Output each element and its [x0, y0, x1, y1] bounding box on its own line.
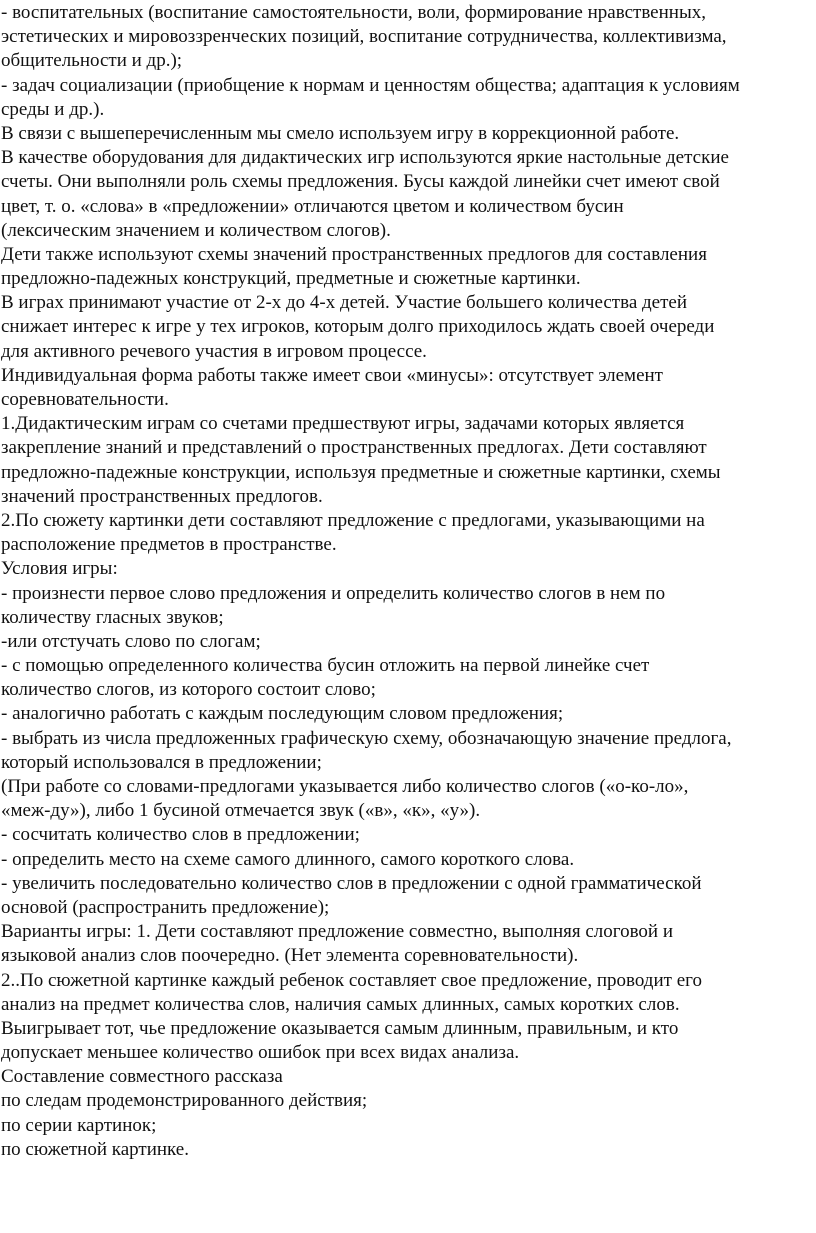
text-line: - произнести первое слово предложения и определить количество слогов в нем по: [1, 582, 666, 604]
text-line: по серии картинок;: [1, 1114, 157, 1136]
text-line: количество слогов, из которого состоит слово;: [1, 679, 376, 701]
text-line: снижает интерес к игре у тех игроков, которым долго приходилось ждать своей очереди: [1, 316, 715, 338]
text-line: - воспитательных (воспитание самостоятельности, воли, формирование нравственных,: [1, 2, 706, 23]
text-line: Индивидуальная форма работы также имеет свои «минусы»: отсутствует элемент: [1, 364, 663, 386]
text-line: закрепление знаний и представлений о пространственных предлогах. Дети составляют: [1, 437, 707, 459]
text-line: [1, 1162, 816, 1186]
text-line: «меж-ду»), либо 1 бусиной отмечается звук («в», «к», «у»).: [1, 800, 481, 822]
text-line: 1.Дидактическим играм со счетами предшествуют игры, задачами которых является: [1, 413, 685, 435]
text-line: - с помощью определенного количества бусин отложить на первой линейке счет: [1, 655, 650, 677]
text-line: счеты. Они выполняли роль схемы предложения. Бусы каждой линейки счет имеют свой: [1, 171, 720, 193]
text-line: анализ на предмет количества слов, наличия самых длинных, самых коротких слов.: [1, 993, 680, 1015]
text-line: для активного речевого участия в игровом процессе.: [1, 340, 427, 362]
text-line: эстетических и мировоззренческих позиций, воспитание сотрудничества, коллективизма,: [1, 26, 727, 48]
text-line: по сюжетной картинке.: [1, 1138, 189, 1160]
text-line: языковой анализ слов поочередно. (Нет элемента соревновательности).: [1, 945, 579, 967]
text-line: - увеличить последовательно количество слов в предложении с одной грамматической: [1, 872, 702, 894]
text-line: Дети также используют схемы значений пространственных предлогов для составления: [1, 243, 707, 265]
text-line: - сосчитать количество слов в предложении;: [1, 824, 360, 846]
text-line: - определить место на схеме самого длинного, самого короткого слова.: [1, 848, 575, 870]
text-line: В связи с вышеперечисленным мы смело используем игру в коррекционной работе.: [1, 122, 680, 144]
text-line: 2..По сюжетной картинке каждый ребенок составляет свое предложение, проводит его: [1, 969, 702, 991]
text-line: соревновательности.: [1, 389, 169, 410]
text-line: который использовался в предложении;: [1, 751, 322, 773]
text-line: цвет, т. о. «слова» в «предложении» отличаются цветом и количеством бусин: [1, 195, 624, 217]
text-line: предложно-падежных конструкций, предметные и сюжетные картинки.: [1, 268, 581, 290]
text-line: допускает меньшее количество ошибок при всех видах анализа.: [1, 1042, 520, 1064]
text-line: общительности и др.);: [1, 50, 183, 72]
text-line: 2.По сюжету картинки дети составляют предложение с предлогами, указывающими на: [1, 509, 705, 531]
text-line: предложно-падежные конструкции, используя предметные и сюжетные картинки, схемы: [1, 461, 721, 483]
text-line: количеству гласных звуков;: [1, 606, 224, 628]
text-line: среды и др.).: [1, 98, 105, 120]
text-line: - выбрать из числа предложенных графическую схему, обозначающую значение предлога,: [1, 727, 732, 749]
text-line: Составление совместного рассказа: [1, 1066, 283, 1088]
text-line: -или отстучать слово по слогам;: [1, 630, 261, 652]
text-line: В качестве оборудования для дидактических игр используются яркие настольные детские: [1, 147, 729, 169]
text-line: основой (распространить предложение);: [1, 896, 330, 918]
text-line: по следам продемонстрированного действия;: [1, 1090, 368, 1112]
text-line: Варианты игры: 1. Дети составляют предложение совместно, выполняя слоговой и: [1, 921, 674, 943]
document-body: [1, 1, 816, 1186]
text-line: - задач социализации (приобщение к нормам и ценностям общества; адаптация к условиям: [1, 74, 740, 96]
text-line: В играх принимают участие от 2-х до 4-х детей. Участие большего количества детей: [1, 292, 688, 314]
text-line: - аналогично работать с каждым последующим словом предложения;: [1, 703, 564, 725]
text-line: значений пространственных предлогов.: [1, 485, 323, 507]
text-line: Выигрывает тот, чье предложение оказывается самым длинным, правильным, и кто: [1, 1017, 679, 1039]
text-line: (При работе со словами-предлогами указывается либо количество слогов («о-ко-ло»,: [1, 776, 689, 797]
text-line: Условия игры:: [1, 558, 118, 580]
text-line: расположение предметов в пространстве.: [1, 534, 337, 556]
text-line: (лексическим значением и количеством слогов).: [1, 219, 391, 241]
